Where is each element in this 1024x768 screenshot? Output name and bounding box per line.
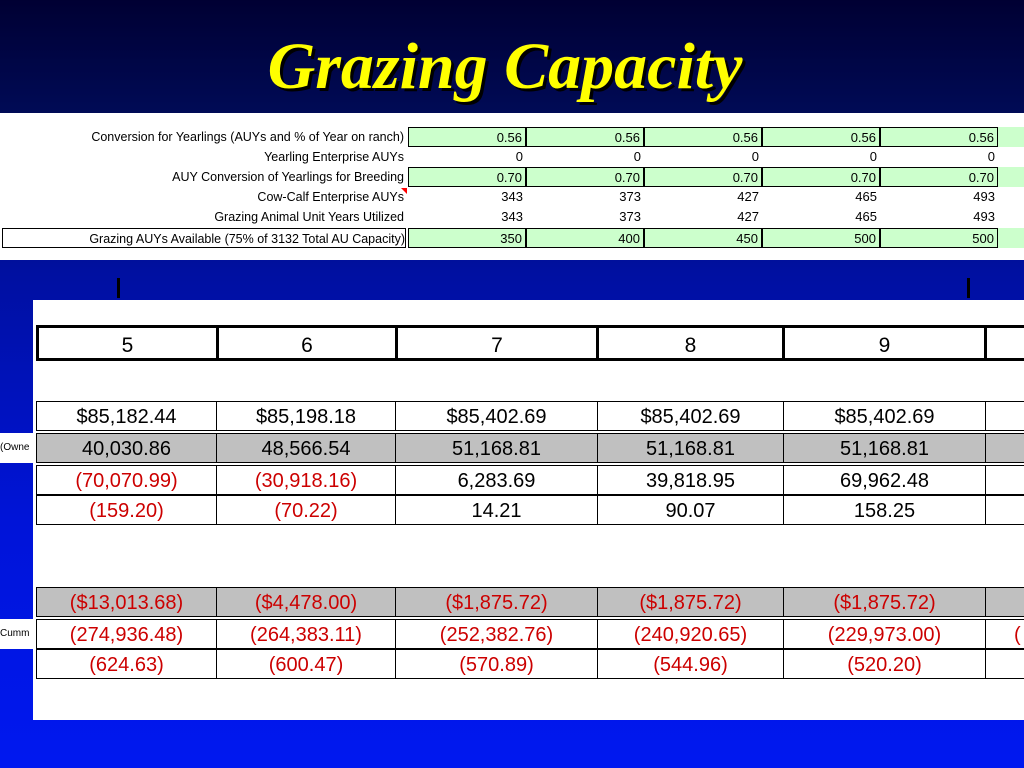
row-label-cutoff: Cumm [0,619,34,649]
cell[interactable]: 500 [880,228,998,248]
table-row [36,649,1024,679]
row-label-cutoff: (Owne [0,433,34,463]
column-header-row [36,325,1024,361]
table-cell[interactable]: $85,198.18 [216,401,396,431]
table-cell[interactable]: $85,402.69 [783,401,986,431]
cell[interactable]: 343 [501,209,523,224]
table-cell[interactable]: (274,936.48) [36,619,217,649]
row-cells [408,187,1024,207]
cell[interactable]: 0.56 [408,127,526,147]
column-header[interactable]: 6 [216,325,398,361]
table-row [36,465,1024,495]
top-row-0 [0,127,1024,147]
table-cell[interactable]: (624.63) [36,649,217,679]
cell[interactable]: 0.70 [644,167,762,187]
cell[interactable]: 0 [751,149,759,164]
row-cells [408,167,1024,187]
table-row [36,619,1024,649]
cell[interactable]: 0.56 [880,127,998,147]
row-cells [408,207,1024,227]
cell[interactable]: 0 [987,149,995,164]
table-cell[interactable]: (70.22) [216,495,396,525]
row-label: Yearling Enterprise AUYs [264,150,404,164]
top-row-1 [0,147,1024,167]
table-cell-overflow[interactable] [985,401,1024,431]
table-row [36,401,1024,431]
cell[interactable]: 493 [973,189,995,204]
table-cell[interactable]: $85,402.69 [597,401,784,431]
row-label: Grazing AUYs Available (75% of 3132 Total AU Capacity) [2,228,406,248]
column-header-overflow[interactable] [984,325,1024,361]
table-row [36,495,1024,525]
table-cell[interactable]: ($1,875.72) [395,587,598,617]
table-cell-overflow[interactable] [985,649,1024,679]
cell[interactable]: 0.56 [644,127,762,147]
top-row-2 [0,167,1024,187]
row-cells [408,147,1024,167]
cell[interactable]: 493 [973,209,995,224]
column-header[interactable]: 5 [36,325,219,361]
cell[interactable]: 0.70 [762,167,880,187]
cell[interactable]: 0.56 [762,127,880,147]
table-cell[interactable]: 14.21 [395,495,598,525]
table-cell[interactable]: 51,168.81 [395,433,598,463]
comment-indicator-icon[interactable] [401,188,407,194]
table-cell[interactable]: (544.96) [597,649,784,679]
cell[interactable]: 450 [644,228,762,248]
table-cell[interactable]: (600.47) [216,649,396,679]
table-cell[interactable]: ($13,013.68) [36,587,217,617]
table-cell[interactable]: ($1,875.72) [597,587,784,617]
cell[interactable]: 427 [737,209,759,224]
column-header[interactable]: 9 [782,325,987,361]
cell[interactable]: 0.56 [526,127,644,147]
top-row-5 [0,228,1024,248]
slide-title: Grazing Capacity [267,30,743,103]
column-header[interactable]: 7 [395,325,599,361]
tick-mark [967,278,970,298]
table-cell[interactable]: 6,283.69 [395,465,598,495]
table-cell[interactable]: 39,818.95 [597,465,784,495]
table-cell[interactable]: 40,030.86 [36,433,217,463]
table-cell[interactable]: (70,070.99) [36,465,217,495]
table-cell[interactable]: $85,402.69 [395,401,598,431]
table-cell[interactable]: (30,918.16) [216,465,396,495]
row-label: AUY Conversion of Yearlings for Breeding [172,170,404,184]
table-cell[interactable]: 51,168.81 [597,433,784,463]
table-cell-overflow[interactable]: ( [985,619,1024,649]
table-cell[interactable]: (570.89) [395,649,598,679]
table-cell[interactable]: (264,383.11) [216,619,396,649]
table-cell[interactable]: (240,920.65) [597,619,784,649]
row-label: Conversion for Yearlings (AUYs and % of Year on ranch) [91,130,404,144]
cell[interactable]: 465 [855,189,877,204]
table-cell[interactable]: 158.25 [783,495,986,525]
top-row-3 [0,187,1024,207]
table-cell[interactable]: 51,168.81 [783,433,986,463]
table-cell[interactable]: ($1,875.72) [783,587,986,617]
cell[interactable]: 0 [633,149,641,164]
table-cell[interactable]: (520.20) [783,649,986,679]
table-cell-overflow[interactable] [985,495,1024,525]
table-cell[interactable]: (159.20) [36,495,217,525]
row-cells [408,228,1024,248]
cell[interactable]: 400 [526,228,644,248]
cell[interactable]: 465 [855,209,877,224]
cell[interactable]: 0 [515,149,523,164]
cell[interactable]: 500 [762,228,880,248]
cell[interactable]: 373 [619,189,641,204]
row-label: Grazing Animal Unit Years Utilized [214,210,404,224]
table-cell[interactable]: 48,566.54 [216,433,396,463]
row-label: Cow-Calf Enterprise AUYs [257,190,404,204]
table-cell-overflow[interactable] [985,465,1024,495]
cell[interactable]: 0.70 [408,167,526,187]
cell[interactable]: 373 [619,209,641,224]
table-cell-overflow[interactable] [985,433,1024,463]
cell[interactable]: 0.70 [526,167,644,187]
table-cell[interactable]: (229,973.00) [783,619,986,649]
table-row [36,433,1024,463]
cell[interactable]: 0 [869,149,877,164]
table-cell[interactable]: 90.07 [597,495,784,525]
row-cells [408,127,1024,147]
tick-mark [117,278,120,298]
table-cell[interactable]: $85,182.44 [36,401,217,431]
column-header[interactable]: 8 [596,325,785,361]
table-row [36,587,1024,617]
cell[interactable]: 350 [408,228,526,248]
cell[interactable]: 0.70 [880,167,998,187]
top-row-4 [0,207,1024,227]
table-cell[interactable]: ($4,478.00) [216,587,396,617]
top-spreadsheet-panel [0,113,1024,260]
cell[interactable]: 343 [501,189,523,204]
table-cell[interactable]: 69,962.48 [783,465,986,495]
table-cell[interactable]: (252,382.76) [395,619,598,649]
table-cell-overflow[interactable] [985,587,1024,617]
cell[interactable]: 427 [737,189,759,204]
